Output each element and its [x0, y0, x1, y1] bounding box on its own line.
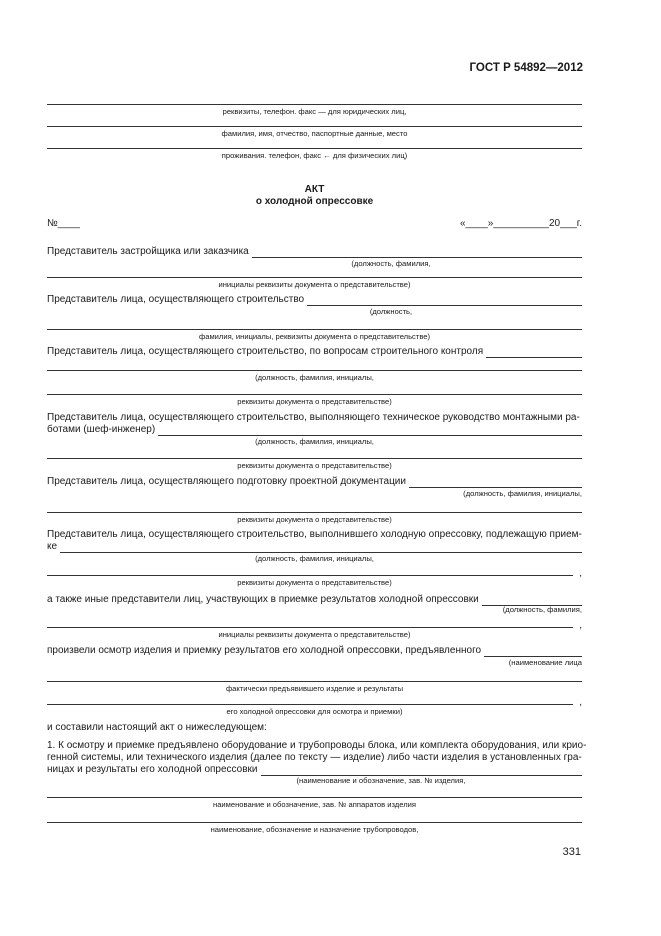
builder-rep-label: Представитель лица, осуществляющего строительство [47, 294, 305, 305]
chief-engineer-label-2: ботами (шеф-инженер) [47, 424, 156, 435]
field-caption: инициалы реквизиты документа о представительстве) [218, 630, 411, 639]
pressure-tester-label-2: ке [47, 541, 58, 552]
designer-rep-field[interactable] [409, 478, 582, 488]
other-reps-label: а также иные представители лиц, участвующих в приемке результатов холодной опрессовки [47, 594, 479, 605]
field-caption: фамилия, имя, отчество, паспортные данные, место [221, 129, 408, 138]
field-caption: (должность, [369, 307, 413, 316]
field-caption: (должность, фамилия, [502, 605, 582, 614]
fill-line [47, 797, 582, 798]
field-caption: (должность, фамилия, инициалы, [255, 373, 374, 382]
field-caption: (наименование и обозначение, зав. № изделия, [296, 776, 466, 785]
field-caption: фамилия, инициалы, реквизиты документа о представительстве) [198, 332, 431, 341]
field-caption: (должность, фамилия, инициалы, [463, 489, 582, 498]
fill-line [47, 277, 582, 278]
field-caption: реквизиты, телефон. факс — для юридических лиц, [222, 107, 407, 116]
field-caption: (наименование лица [508, 658, 582, 667]
item1-text-3: ницах и результаты его холодной опрессовки [47, 764, 258, 775]
act-date: «____»__________20___г. [460, 218, 582, 229]
fill-line [47, 822, 582, 823]
field-caption: реквизиты документа о представительстве) [237, 397, 392, 406]
fill-line [47, 704, 573, 705]
chief-engineer-field[interactable] [158, 426, 582, 436]
field-caption: наименование, обозначение и назначение трубопроводов, [210, 825, 419, 834]
inspection-line [47, 645, 582, 657]
designer-rep-line [47, 476, 582, 488]
field-caption: его холодной опрессовки для осмотра и приемки) [226, 707, 403, 716]
designer-rep-label: Представитель лица, осуществляющего подготовку проектной документации [47, 476, 406, 487]
comma: , [579, 568, 582, 579]
pressure-tester-line [47, 541, 582, 553]
field-caption: реквизиты документа о представительстве) [237, 461, 392, 470]
field-caption: (должность, фамилия, [351, 259, 431, 268]
fill-line [47, 627, 573, 628]
field-caption: (должность, фамилия, инициалы, [255, 554, 374, 563]
field-caption: фактически предъявившего изделие и результаты [225, 684, 404, 693]
fill-line [47, 148, 582, 149]
control-rep-field[interactable] [486, 348, 582, 358]
pressure-tester-label-1: Представитель лица, осуществляющего строительство, выполнившего холодную опрессовку, подлежащую прием- [47, 529, 582, 540]
fill-line [47, 512, 582, 513]
builder-rep-line [47, 294, 582, 306]
control-rep-line [47, 346, 582, 358]
customer-rep-field[interactable] [252, 248, 582, 258]
field-caption: (должность, фамилия, инициалы, [255, 437, 374, 446]
fill-line [47, 126, 582, 127]
builder-rep-field[interactable] [307, 296, 582, 306]
fill-line [47, 575, 573, 576]
comma: , [579, 697, 582, 708]
document-code: ГОСТ Р 54892—2012 [469, 62, 583, 74]
comma: , [579, 620, 582, 631]
control-rep-label: Представитель лица, осуществляющего строительство, по вопросам строительного контроля [47, 346, 484, 357]
chief-engineer-line [47, 424, 582, 436]
other-reps-line [47, 594, 582, 606]
inspection-field[interactable] [484, 647, 582, 657]
page-number: 331 [562, 846, 581, 858]
fill-line [47, 329, 582, 330]
item1-text-1: 1. К осмотру и приемке предъявлено оборудование и трубопроводы блока, или комплекта оборудования, или крио- [47, 740, 587, 751]
customer-rep-label: Представитель застройщика или заказчика [47, 246, 249, 257]
fill-line [47, 370, 582, 371]
fill-line [47, 394, 582, 395]
fill-line [47, 681, 582, 682]
field-caption: проживания. телефон, факс ← для физических лиц) [221, 151, 408, 160]
item1-line [47, 764, 582, 776]
field-caption: реквизиты документа о представительстве) [237, 578, 392, 587]
item1-text-2: генной системы, или технического изделия (далее по тексту — изделие) либо части изделия в установленных гра- [47, 752, 582, 763]
act-number: №____ [47, 218, 80, 229]
fill-line [47, 458, 582, 459]
fill-line [47, 104, 582, 105]
field-caption: инициалы реквизиты документа о представительстве) [218, 280, 411, 289]
item1-field[interactable] [261, 766, 583, 776]
inspection-label: произвели осмотр изделия и приемку результатов его холодной опрессовки, предъявленного [47, 645, 482, 656]
act-compiled-text: и составили настоящий акт о нижеследующем: [47, 722, 267, 733]
field-caption: реквизиты документа о представительстве) [237, 515, 392, 524]
customer-rep-line [47, 246, 582, 258]
field-caption: наименование и обозначение, зав. № аппаратов изделия [213, 800, 416, 809]
pressure-tester-field[interactable] [60, 543, 582, 553]
act-title: АКТ [304, 184, 325, 195]
act-subtitle: о холодной опрессовке [255, 196, 374, 207]
chief-engineer-label-1: Представитель лица, осуществляющего строительство, выполняющего техническое руководство монтажными ра- [47, 412, 580, 423]
